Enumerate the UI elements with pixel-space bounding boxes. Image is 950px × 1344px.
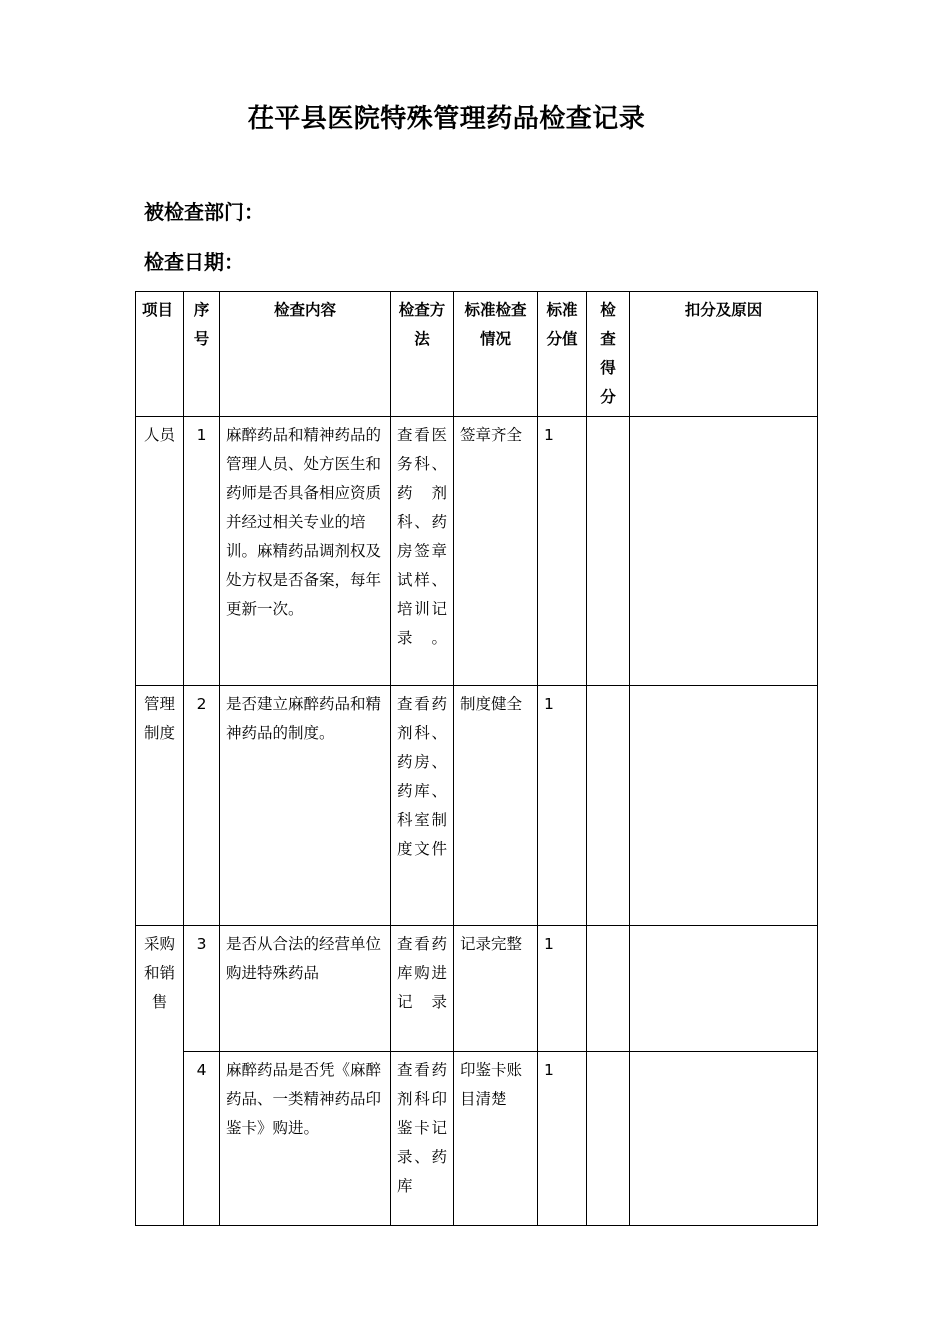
content-cell: 麻醉药品和精神药品的管理人员、处方医生和药师是否具备相应资质并经过相关专业的培训。麻精药品调剂权及处方权是否备案，每年更新一次。	[220, 417, 391, 686]
deduction-cell[interactable]	[630, 417, 818, 686]
header-score-got: 检查得分	[587, 292, 630, 417]
category-cell: 管理制度	[136, 686, 184, 926]
method-cell: 查看医务科、药剂科、药房签章试样、培训记录。	[391, 417, 454, 686]
seq-cell: 2	[184, 686, 220, 926]
standard-cell: 记录完整	[454, 926, 538, 1052]
header-standard: 标准检查情况	[454, 292, 538, 417]
header-deduction: 扣分及原因	[630, 292, 818, 417]
deduction-cell[interactable]	[630, 926, 818, 1052]
header-score-standard: 标准分值	[538, 292, 587, 417]
inspection-table	[135, 291, 818, 1226]
content-cell: 麻醉药品是否凭《麻醉药品、一类精神药品印鉴卡》购进。	[220, 1052, 391, 1226]
deduction-cell[interactable]	[630, 1052, 818, 1226]
method-cell: 查看药库购进记录	[391, 926, 454, 1052]
seq-cell: 1	[184, 417, 220, 686]
table-header-row	[136, 292, 818, 417]
header-category: 项目	[136, 292, 184, 417]
content-cell: 是否从合法的经营单位购进特殊药品	[220, 926, 391, 1052]
header-content: 检查内容	[220, 292, 391, 417]
header-method: 检查方法	[391, 292, 454, 417]
header-seq: 序号	[184, 292, 220, 417]
score-standard-cell: 1	[538, 686, 587, 926]
score-standard-cell: 1	[538, 926, 587, 1052]
page-title: 茌平县医院特殊管理药品检查记录	[247, 104, 646, 134]
standard-cell: 制度健全	[454, 686, 538, 926]
deduction-cell[interactable]	[630, 686, 818, 926]
score-standard-cell: 1	[538, 417, 587, 686]
standard-cell: 签章齐全	[454, 417, 538, 686]
table-row	[136, 1052, 818, 1226]
score-standard-cell: 1	[538, 1052, 587, 1226]
category-cell: 人员	[136, 417, 184, 686]
method-cell: 查看药剂科、药房、药库、科室制度文件	[391, 686, 454, 926]
content-cell: 是否建立麻醉药品和精神药品的制度。	[220, 686, 391, 926]
score-got-cell[interactable]	[587, 1052, 630, 1226]
score-got-cell[interactable]	[587, 926, 630, 1052]
seq-cell: 4	[184, 1052, 220, 1226]
table-row	[136, 417, 818, 686]
inspection-date-label: 检查日期：	[144, 250, 244, 274]
score-got-cell[interactable]	[587, 417, 630, 686]
category-cell: 采购和销售	[136, 926, 184, 1226]
standard-cell: 印鉴卡账目清楚	[454, 1052, 538, 1226]
seq-cell: 3	[184, 926, 220, 1052]
table-row	[136, 686, 818, 926]
inspected-department-label: 被检查部门：	[144, 200, 264, 224]
method-cell: 查看药剂科印鉴卡记录、药库	[391, 1052, 454, 1226]
table-row	[136, 926, 818, 1052]
score-got-cell[interactable]	[587, 686, 630, 926]
